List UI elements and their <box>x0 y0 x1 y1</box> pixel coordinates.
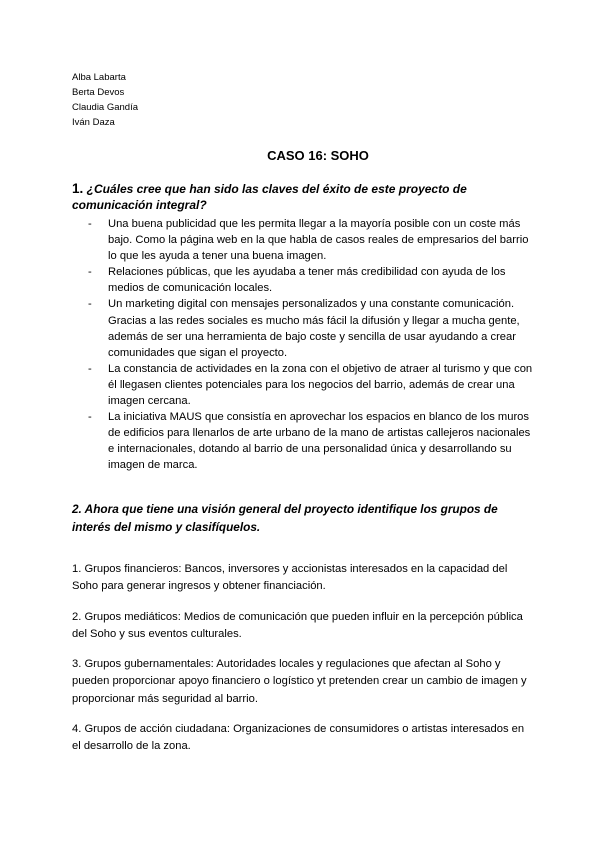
list-item-text: Una buena publicidad que les permita llegar a la mayoría posible con un coste más bajo. Como la página web en la que habla de casos reales de empresarios del barrio lo que les ayuda a tener una buena imagen. <box>108 218 529 263</box>
author-list <box>72 70 138 130</box>
list-item <box>88 264 533 296</box>
group-paragraph: 2. Grupos mediáticos: Medios de comunicación que pueden influir en la percepción pública del Soho y sus eventos culturales. <box>72 610 523 640</box>
author-name: Claudia Gandía <box>72 102 139 113</box>
author-name: Berta Devos <box>72 87 125 98</box>
question-1-text: ¿Cuáles cree que han sido las claves del éxito de este proyecto de comunicación integral? <box>72 182 467 212</box>
bullet-dash: - <box>88 218 92 230</box>
bullet-dash: - <box>88 266 92 279</box>
list-item-text: Un marketing digital con mensajes personalizados y una constante comunicación. Gracias a las redes sociales es mucho más fácil la difusión y llegar a mucha gente, además de ser una herramienta de bajo coste y sencilla de usar ayudando a crear comunidades que sigan el proyecto. <box>108 298 520 359</box>
answer-1-list <box>88 216 533 474</box>
bullet-dash: - <box>88 298 92 311</box>
group-paragraph: 4. Grupos de acción ciudadana: Organizaciones de consumidores o artistas interesados en el desarrollo de la zona. <box>72 723 525 753</box>
list-item-text: Relaciones públicas, que les ayudaba a tener más credibilidad con ayuda de los medios de comunicación locales. <box>108 266 506 295</box>
author-name: Alba Labarta <box>72 72 126 83</box>
list-item <box>88 409 533 473</box>
list-item <box>88 361 533 409</box>
group-paragraph: 1. Grupos financieros: Bancos, inversores y accionistas interesados en la capacidad del Soho para generar ingresos y obtener financiación. <box>72 563 508 593</box>
bullet-dash: - <box>88 362 92 375</box>
question-1 <box>72 181 532 213</box>
bullet-dash: - <box>88 411 92 424</box>
list-item <box>88 216 533 264</box>
document-title: CASO 16: SOHO <box>267 148 369 163</box>
author-name: Iván Daza <box>72 117 115 128</box>
list-item-text: La constancia de actividades en la zona con el objetivo de atraer al turismo y que con él llegasen clientes potenciales para los negocios del barrio, además de crear una imagen cercana. <box>108 362 533 408</box>
question-1-number: 1. <box>72 181 84 196</box>
group-paragraph: 3. Grupos gubernamentales: Autoridades locales y regulaciones que afectan al Soho y pueden proporcionar apoyo financiero o logístico yt pretenden crear un cambio de imagen y proporcionar más seguridad al barrio. <box>72 658 527 705</box>
list-item-text: La iniciativa MAUS que consistía en aprovechar los espacios en blanco de los muros de edificios para llenarlos de arte urbano de la mano de artistas callejeros nacionales e internacionales, dotando al barrio de una personalidad única y desarrollando su imagen de marca. <box>108 411 531 472</box>
question-2: 2. Ahora que tiene una visión general del proyecto identifique los grupos de interés del mismo y clasifíquelos. <box>72 502 498 534</box>
stakeholder-groups <box>72 561 532 769</box>
list-item <box>88 296 533 360</box>
